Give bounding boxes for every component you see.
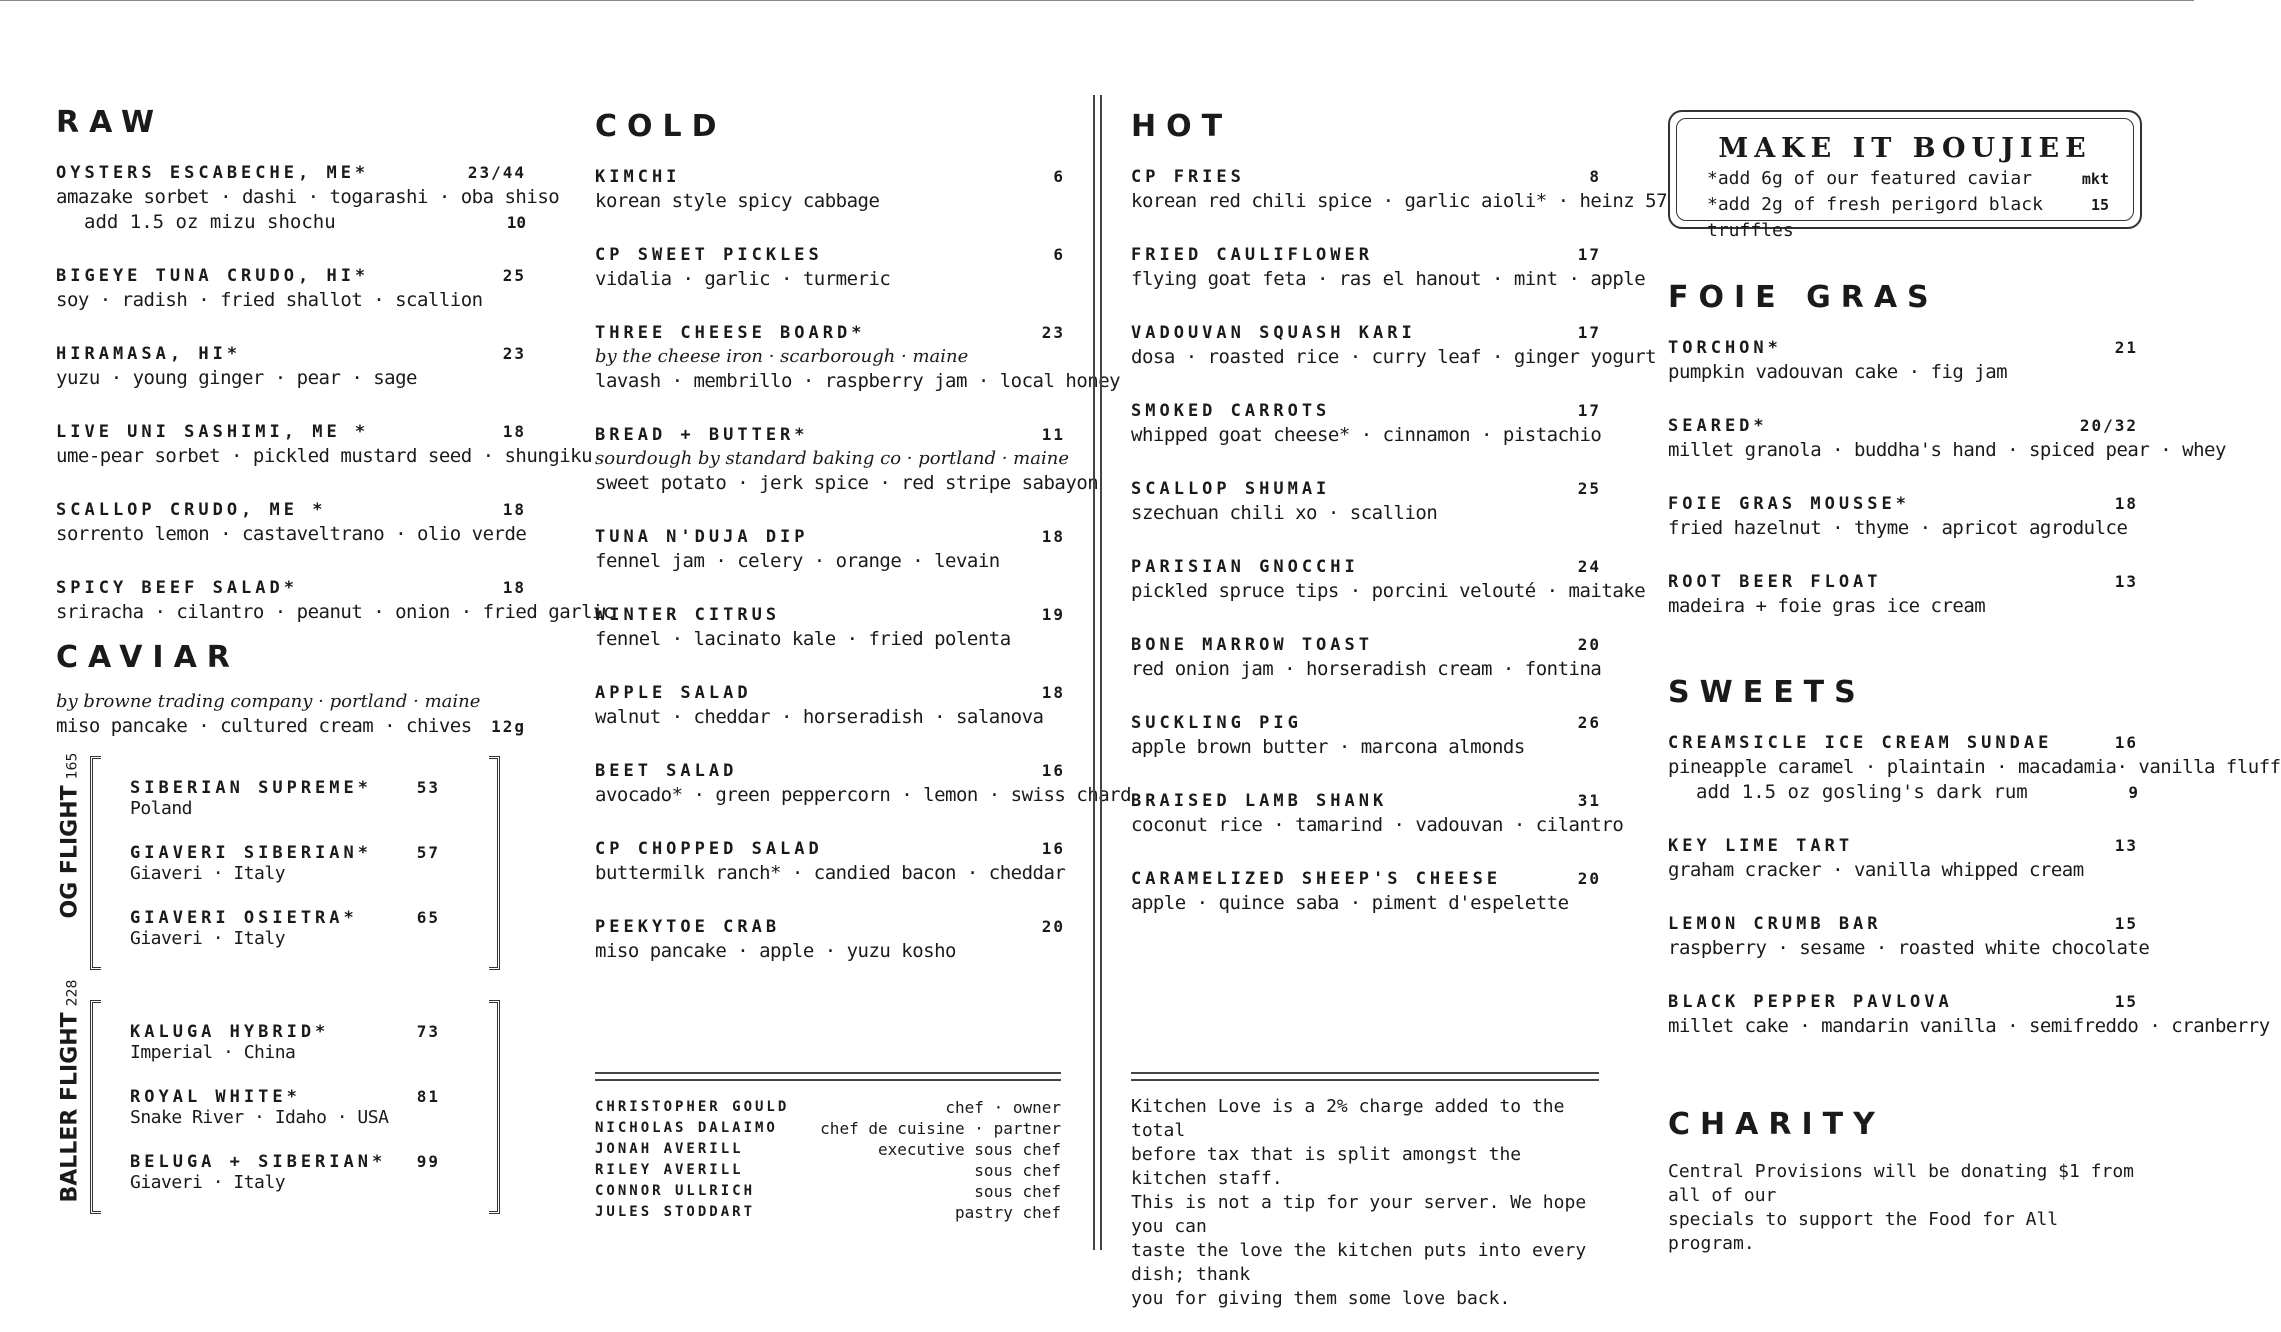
- item-description: raspberry · sesame · roasted white chocolate: [1668, 937, 2150, 959]
- item-header: [1668, 416, 2138, 436]
- flight-item-price: 99: [416, 1152, 440, 1171]
- note-line: taste the love the kitchen puts into every dish; thank: [1131, 1240, 1587, 1285]
- flight-item-header: [130, 1087, 440, 1107]
- item-name: SMOKED CARROTS: [1131, 401, 1331, 421]
- top-rule: [0, 0, 2194, 1]
- note-line: Central Provisions will be donating $1 from all of our: [1668, 1161, 2134, 1206]
- item-price: 26: [1577, 713, 1601, 732]
- staff-name: NICHOLAS DALAIMO: [595, 1120, 778, 1136]
- item-name: TUNA N'DUJA DIP: [595, 527, 809, 547]
- staff-role: chef · owner: [945, 1098, 1061, 1117]
- raw-list: [56, 163, 614, 623]
- menu-item: [56, 578, 614, 623]
- flight-item: [130, 778, 440, 819]
- item-name: FRIED CAULIFLOWER: [1131, 245, 1373, 265]
- flight-item-header: [130, 778, 440, 798]
- menu-item: [595, 425, 1099, 494]
- item-header: [595, 761, 1065, 781]
- menu-item: [1668, 416, 2226, 461]
- menu-item: [1131, 323, 1657, 368]
- menu-item: [56, 163, 560, 233]
- item-price: 18: [1041, 527, 1065, 546]
- item-price: 21: [2114, 338, 2138, 357]
- item-price: 20/32: [2079, 416, 2138, 435]
- cold-column: [595, 109, 1132, 962]
- staff-role: executive sous chef: [877, 1140, 1061, 1159]
- foie-gras-title: FOIE GRAS: [1668, 280, 1939, 315]
- item-name: PEEKYTOE CRAB: [595, 917, 781, 937]
- flight-item-name: ROYAL WHITE*: [130, 1087, 301, 1107]
- item-description: szechuan chili xo · scallion: [1131, 502, 1438, 524]
- item-header: [1131, 323, 1601, 343]
- item-header: [56, 266, 526, 286]
- staff-row: [595, 1097, 1061, 1118]
- charity-title: CHARITY: [1668, 1107, 1885, 1142]
- raw-title: RAW: [56, 105, 165, 140]
- flight-item-name: KALUGA HYBRID*: [130, 1022, 330, 1042]
- item-price: 31: [1577, 791, 1601, 810]
- addon-text: add 1.5 oz mizu shochu: [84, 211, 336, 233]
- item-name: LIVE UNI SASHIMI, ME *: [56, 422, 370, 442]
- bracket-right: [489, 1000, 500, 1214]
- flight-item-origin: Snake River · Idaho · USA: [130, 1107, 389, 1128]
- item-description: walnut · cheddar · horseradish · salanova: [595, 706, 1044, 728]
- flight-item-origin: Imperial · China: [130, 1042, 296, 1063]
- item-header: [1131, 869, 1601, 889]
- staff-role: pastry chef: [955, 1203, 1061, 1222]
- boujiee-line: [1677, 192, 2133, 244]
- staff-role: chef de cuisine · partner: [820, 1119, 1061, 1138]
- item-header: [1131, 245, 1601, 265]
- item-header: [1131, 401, 1601, 421]
- caviar-source: by browne trading company · portland · maine: [56, 691, 481, 712]
- cold-list: [595, 167, 1132, 962]
- item-header: [56, 422, 526, 442]
- item-name: SPICY BEEF SALAD*: [56, 578, 298, 598]
- item-description: lavash · membrillo · raspberry jam · local honey: [595, 370, 1121, 392]
- item-price: 24: [1577, 557, 1601, 576]
- item-name: TORCHON*: [1668, 338, 1782, 358]
- item-name: BONE MARROW TOAST: [1131, 635, 1373, 655]
- flight-item-price: 65: [416, 908, 440, 927]
- flight-item-price: 73: [416, 1022, 440, 1041]
- staff-name: CONNOR ULLRICH: [595, 1183, 756, 1199]
- addon-text: add 1.5 oz gosling's dark rum: [1696, 781, 2028, 803]
- item-description: coconut rice · tamarind · vadouvan · cilantro: [1131, 814, 1624, 836]
- item-description: graham cracker · vanilla whipped cream: [1668, 859, 2084, 881]
- caviar-unit: 12g: [491, 717, 526, 736]
- menu-item: [595, 917, 1065, 962]
- item-header: [1131, 713, 1601, 733]
- flight-item: [130, 843, 440, 884]
- menu-item: [595, 683, 1065, 728]
- item-price: 16: [1041, 761, 1065, 780]
- item-description: pickled spruce tips · porcini velouté · maitake: [1131, 580, 1646, 602]
- menu-item: [595, 167, 1065, 212]
- item-price: 23: [502, 344, 526, 363]
- flight-item-origin: Giaveri · Italy: [130, 928, 286, 949]
- item-description: yuzu · young ginger · pear · sage: [56, 367, 417, 389]
- menu-item: [1131, 167, 1668, 212]
- item-name: ROOT BEER FLOAT: [1668, 572, 1882, 592]
- hot-list: [1131, 167, 1668, 914]
- item-name: BIGEYE TUNA CRUDO, HI*: [56, 266, 370, 286]
- flight-item-name: GIAVERI OSIETRA*: [130, 908, 358, 928]
- item-description: avocado* · green peppercorn · lemon · swiss chard: [595, 784, 1132, 806]
- item-price: 6: [1053, 167, 1065, 186]
- menu-item: [56, 266, 526, 311]
- item-price: 6: [1053, 245, 1065, 264]
- item-description: miso pancake · apple · yuzu kosho: [595, 940, 956, 962]
- menu-item: [1131, 401, 1601, 446]
- item-name: BEET SALAD: [595, 761, 738, 781]
- item-header: [1668, 992, 2138, 1012]
- item-price: 18: [1041, 683, 1065, 702]
- baller-flight-box: [0, 979, 480, 1214]
- boujiee-text: *add 6g of our featured caviar: [1707, 168, 2033, 189]
- item-description: pumpkin vadouvan cake · fig jam: [1668, 361, 2008, 383]
- item-price: 23: [1041, 323, 1065, 342]
- item-name: WINTER CITRUS: [595, 605, 781, 625]
- flight-item: [130, 1152, 440, 1193]
- staff-role: sous chef: [974, 1161, 1061, 1180]
- caviar-section: [56, 640, 526, 737]
- item-price: 20: [1577, 635, 1601, 654]
- charity-block: [1668, 1107, 2138, 1256]
- sweets-list: [1668, 733, 2281, 1037]
- item-name: KEY LIME TART: [1668, 836, 1854, 856]
- staff-name: RILEY AVERILL: [595, 1162, 744, 1178]
- flight-item-name: SIBERIAN SUPREME*: [130, 778, 372, 798]
- og-flight-label: OG FLIGHT165: [57, 752, 83, 919]
- hot-column: [1131, 109, 1668, 914]
- menu-item: [1668, 338, 2138, 383]
- note-line: you for giving them some love back.: [1131, 1288, 1511, 1309]
- item-price: 25: [1577, 479, 1601, 498]
- item-header: [1131, 791, 1601, 811]
- item-name: CP SWEET PICKLES: [595, 245, 823, 265]
- staff-row: [595, 1181, 1061, 1202]
- addon-price: 10: [506, 213, 526, 232]
- item-price: 18: [2114, 494, 2138, 513]
- item-header: [595, 245, 1065, 265]
- note-line: specials to support the Food for All program.: [1668, 1209, 2059, 1254]
- item-description: fennel · lacinato kale · fried polenta: [595, 628, 1011, 650]
- item-addon: [56, 211, 526, 233]
- charity-note: [1668, 1160, 2138, 1256]
- staff-row: [595, 1160, 1061, 1181]
- item-name: SEARED*: [1668, 416, 1768, 436]
- menu-item: [595, 761, 1132, 806]
- item-price: 17: [1577, 245, 1601, 264]
- menu-item: [595, 527, 1065, 572]
- flight-item: [130, 1087, 440, 1128]
- cold-title: COLD: [595, 109, 727, 144]
- item-description: soy · radish · fried shallot · scallion: [56, 289, 483, 311]
- item-header: [56, 163, 526, 183]
- item-description: red onion jam · horseradish cream · fontina: [1131, 658, 1602, 680]
- item-header: [1131, 479, 1601, 499]
- staff-name: JONAH AVERILL: [595, 1141, 744, 1157]
- boujiee-price: mkt: [2081, 170, 2109, 188]
- item-name: SCALLOP SHUMAI: [1131, 479, 1331, 499]
- item-price: 18: [502, 578, 526, 597]
- bracket-left: [90, 1000, 101, 1214]
- staff-row: [595, 1118, 1061, 1139]
- menu-item: [1131, 713, 1601, 758]
- flight-item: [130, 908, 440, 949]
- item-price: 17: [1577, 401, 1601, 420]
- item-description: ume-pear sorbet · pickled mustard seed · shungiku: [56, 445, 593, 467]
- flight-item: [130, 1022, 440, 1063]
- item-description: vidalia · garlic · turmeric: [595, 268, 891, 290]
- item-description: korean style spicy cabbage: [595, 190, 880, 212]
- item-name: SUCKLING PIG: [1131, 713, 1302, 733]
- item-header: [56, 500, 526, 520]
- item-description: dosa · roasted rice · curry leaf · ginger yogurt: [1131, 346, 1657, 368]
- flight-item-price: 81: [416, 1087, 440, 1106]
- menu-item: [595, 323, 1121, 392]
- item-description: amazake sorbet · dashi · togarashi · oba shiso: [56, 186, 560, 208]
- baller-flight-label: BALLER FLIGHT228: [57, 979, 83, 1203]
- item-price: 23/44: [467, 163, 526, 182]
- staff-row: [595, 1202, 1061, 1223]
- item-description: madeira + foie gras ice cream: [1668, 595, 1986, 617]
- boujiee-title: MAKE IT BOUJIEE: [1718, 133, 2092, 164]
- item-name: CARAMELIZED SHEEP'S CHEESE: [1131, 869, 1502, 889]
- item-description: apple · quince saba · piment d'espelette: [1131, 892, 1569, 914]
- item-header: [595, 683, 1065, 703]
- item-price: 25: [502, 266, 526, 285]
- item-name: FOIE GRAS MOUSSE*: [1668, 494, 1910, 514]
- item-price: 18: [502, 500, 526, 519]
- menu-item: [595, 605, 1065, 650]
- item-header: [595, 527, 1065, 547]
- menu-item: [1131, 479, 1601, 524]
- item-header: [595, 839, 1065, 859]
- item-provenance: sourdough by standard baking co · portland · maine: [595, 448, 1069, 469]
- flight-item-header: [130, 1152, 440, 1172]
- kitchen-love-block: [1131, 1072, 1599, 1311]
- item-description: flying goat feta · ras el hanout · mint · apple: [1131, 268, 1646, 290]
- item-price: 15: [2114, 992, 2138, 1011]
- item-header: [1131, 167, 1601, 187]
- staff-name: CHRISTOPHER GOULD: [595, 1099, 790, 1115]
- menu-item: [1668, 992, 2270, 1037]
- item-description: millet granola · buddha's hand · spiced pear · whey: [1668, 439, 2226, 461]
- flight-item-header: [130, 843, 440, 863]
- caviar-accompaniments: miso pancake · cultured cream · chives: [56, 715, 472, 737]
- item-header: [1131, 557, 1601, 577]
- menu-item: [1668, 494, 2138, 539]
- item-name: PARISIAN GNOCCHI: [1131, 557, 1359, 577]
- raw-column: [56, 105, 614, 623]
- menu-item: [1668, 836, 2138, 881]
- item-price: 13: [2114, 572, 2138, 591]
- item-price: 16: [1041, 839, 1065, 858]
- item-price: 15: [2114, 914, 2138, 933]
- item-price: 13: [2114, 836, 2138, 855]
- boujiee-price: 15: [2090, 196, 2109, 214]
- item-name: OYSTERS ESCABECHE, ME*: [56, 163, 370, 183]
- double-rule: [595, 1072, 1061, 1081]
- item-provenance: by the cheese iron · scarborough · maine: [595, 346, 969, 367]
- kitchen-love-note: [1131, 1095, 1599, 1311]
- item-price: 8: [1589, 167, 1601, 186]
- flight-item-name: GIAVERI SIBERIAN*: [130, 843, 372, 863]
- item-header: [1668, 733, 2138, 753]
- item-name: CREAMSICLE ICE CREAM SUNDAE: [1668, 733, 2053, 753]
- item-header: [595, 167, 1065, 187]
- addon-price: 9: [2128, 783, 2138, 802]
- item-header: [595, 605, 1065, 625]
- staff-list: [595, 1097, 1061, 1223]
- item-header: [595, 917, 1065, 937]
- item-header: [595, 425, 1065, 445]
- staff-role: sous chef: [974, 1182, 1061, 1201]
- item-description: sriracha · cilantro · peanut · onion · fried garlic: [56, 601, 614, 623]
- item-description: korean red chili spice · garlic aioli* · heinz 57: [1131, 190, 1668, 212]
- double-rule: [1131, 1072, 1599, 1081]
- menu-item: [595, 839, 1065, 884]
- item-description: fennel jam · celery · orange · levain: [595, 550, 1000, 572]
- item-addon: [1668, 781, 2138, 803]
- item-header: [1131, 635, 1601, 655]
- boujiee-lines: [1677, 166, 2133, 244]
- item-header: [1668, 836, 2138, 856]
- item-name: VADOUVAN SQUASH KARI: [1131, 323, 1416, 343]
- item-name: HIRAMASA, HI*: [56, 344, 242, 364]
- item-name: THREE CHEESE BOARD*: [595, 323, 866, 343]
- item-description: pineapple caramel · plaintain · macadamia· vanilla fluff: [1668, 756, 2281, 778]
- item-name: LEMON CRUMB BAR: [1668, 914, 1882, 934]
- caviar-title: CAVIAR: [56, 640, 240, 675]
- menu-item: [56, 422, 593, 467]
- foie-gras-list: [1668, 338, 2226, 617]
- boujiee-line: [1677, 166, 2133, 192]
- menu-item: [1131, 791, 1624, 836]
- menu-item: [1668, 733, 2281, 803]
- staff-block: [595, 1072, 1061, 1223]
- item-header: [56, 344, 526, 364]
- item-price: 17: [1577, 323, 1601, 342]
- flight-item-name: BELUGA + SIBERIAN*: [130, 1152, 387, 1172]
- item-name: SCALLOP CRUDO, ME *: [56, 500, 327, 520]
- menu-item: [56, 500, 526, 545]
- column-divider: [1093, 95, 1102, 1250]
- og-flight-box: [0, 752, 480, 970]
- menu-item: [1131, 245, 1646, 290]
- item-name: CP CHOPPED SALAD: [595, 839, 823, 859]
- bracket-right: [489, 756, 500, 970]
- note-line: before tax that is split amongst the kitchen staff.: [1131, 1144, 1522, 1189]
- staff-name: JULES STODDART: [595, 1204, 756, 1220]
- item-price: 20: [1041, 917, 1065, 936]
- bracket-left: [90, 756, 101, 970]
- sweets-column: [1668, 675, 2281, 1037]
- item-name: APPLE SALAD: [595, 683, 752, 703]
- flight-item-origin: Giaveri · Italy: [130, 1172, 286, 1193]
- item-description: apple brown butter · marcona almonds: [1131, 736, 1525, 758]
- item-name: CP FRIES: [1131, 167, 1245, 187]
- item-header: [56, 578, 526, 598]
- boujiee-text: *add 2g of fresh perigord black truffles: [1707, 194, 2043, 241]
- flight-item-price: 53: [416, 778, 440, 797]
- item-description: sweet potato · jerk spice · red stripe sabayon: [595, 472, 1099, 494]
- foie-gras-column: [1668, 280, 2226, 617]
- sweets-title: SWEETS: [1668, 675, 1866, 710]
- menu-item: [1131, 557, 1646, 602]
- item-name: KIMCHI: [595, 167, 681, 187]
- flight-item-header: [130, 1022, 440, 1042]
- item-price: 18: [502, 422, 526, 441]
- item-name: BRAISED LAMB SHANK: [1131, 791, 1388, 811]
- menu-item: [1131, 635, 1601, 680]
- item-price: 20: [1577, 869, 1601, 888]
- flight-item-header: [130, 908, 440, 928]
- flight-item-origin: Giaveri · Italy: [130, 863, 286, 884]
- item-name: BREAD + BUTTER*: [595, 425, 809, 445]
- item-price: 11: [1041, 425, 1065, 444]
- item-price: 16: [2114, 733, 2138, 752]
- item-description: buttermilk ranch* · candied bacon · cheddar: [595, 862, 1066, 884]
- staff-row: [595, 1139, 1061, 1160]
- item-description: sorrento lemon · castaveltrano · olio verde: [56, 523, 527, 545]
- item-header: [1668, 338, 2138, 358]
- flight-item-origin: Poland: [130, 798, 193, 819]
- item-header: [1668, 914, 2138, 934]
- item-description: millet cake · mandarin vanilla · semifreddo · cranberry: [1668, 1015, 2270, 1037]
- flight-item-price: 57: [416, 843, 440, 862]
- hot-title: HOT: [1131, 109, 1233, 144]
- menu-item: [595, 245, 1065, 290]
- note-line: Kitchen Love is a 2% charge added to the total: [1131, 1096, 1565, 1141]
- menu-item: [1668, 914, 2150, 959]
- item-name: BLACK PEPPER PAVLOVA: [1668, 992, 1953, 1012]
- item-description: whipped goat cheese* · cinnamon · pistachio: [1131, 424, 1602, 446]
- item-description: fried hazelnut · thyme · apricot agrodulce: [1668, 517, 2128, 539]
- menu-item: [56, 344, 526, 389]
- item-price: 19: [1041, 605, 1065, 624]
- make-it-boujiee-box: [1668, 110, 2142, 241]
- item-header: [1668, 494, 2138, 514]
- note-line: This is not a tip for your server. We hope you can: [1131, 1192, 1587, 1237]
- item-header: [595, 323, 1065, 343]
- item-header: [1668, 572, 2138, 592]
- menu-item: [1668, 572, 2138, 617]
- menu-item: [1131, 869, 1601, 914]
